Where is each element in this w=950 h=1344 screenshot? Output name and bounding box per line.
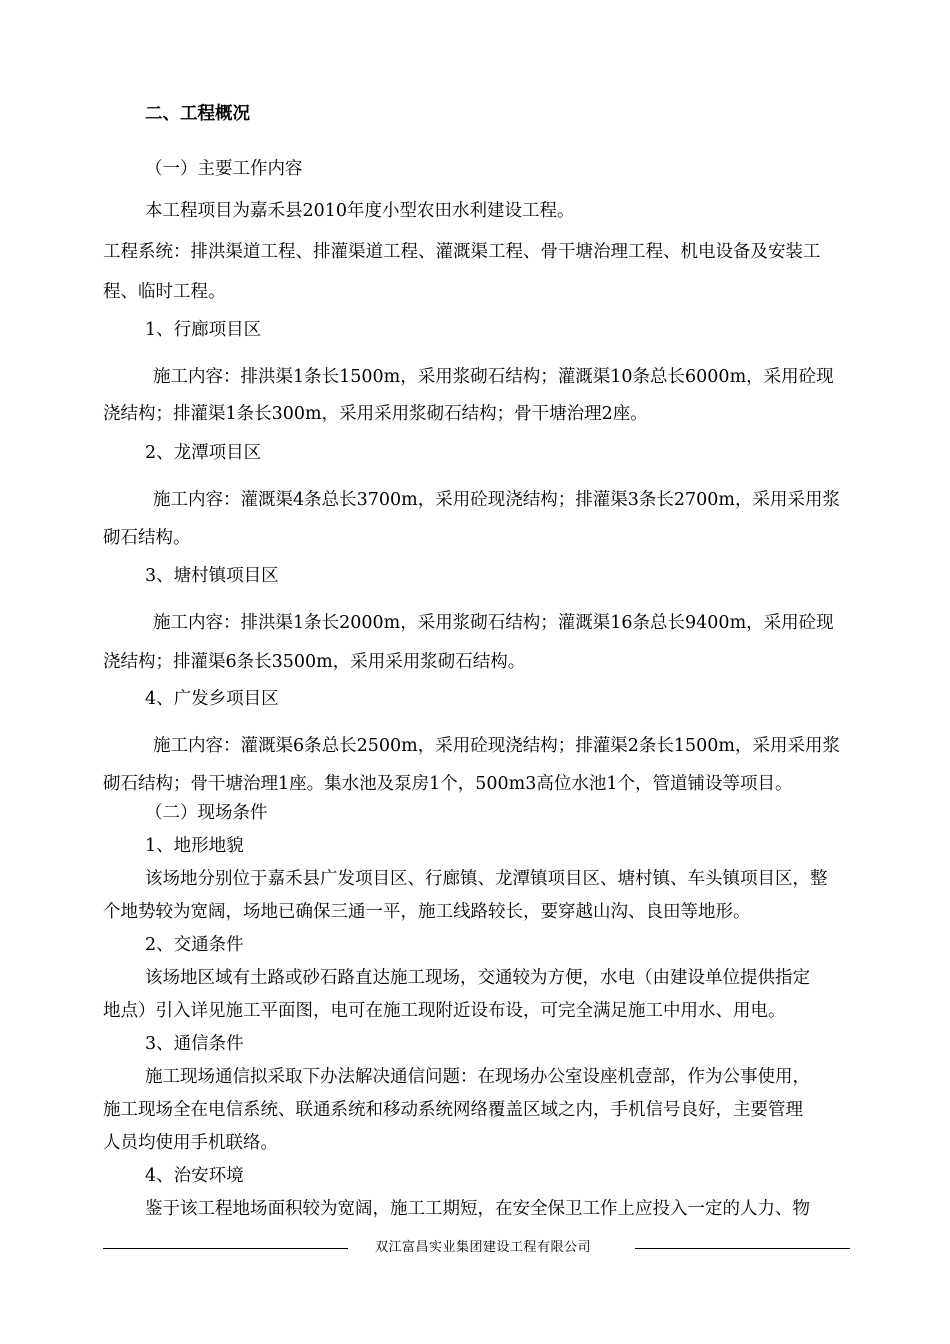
area-content-3-line-2: 浇结构；排灌渠6条长3500m，采用采用浆砌石结构。 bbox=[103, 652, 526, 672]
terrain-line-2: 个地势较为宽阔，场地已确保三通一平，施工线路较长，要穿越山沟、良田等地形。 bbox=[103, 902, 751, 922]
traffic-line-2: 地点）引入详见施工平面图，电可在施工现附近设布设，可完全满足施工中用水、用电。 bbox=[103, 1001, 786, 1021]
system-line-2: 程、临时工程。 bbox=[103, 282, 226, 302]
section-title-main-work: （一）主要工作内容 bbox=[145, 159, 303, 179]
area-title-2: 2、龙潭项目区 bbox=[145, 443, 262, 463]
area-content-4-line-2: 砌石结构；骨干塘治理1座。集水池及泵房1个，500m3高位水池1个，管道铺设等项目。 bbox=[103, 774, 793, 794]
area-content-1-line-1: 施工内容：排洪渠1条长1500m，采用浆砌石结构；灌溉渠10条总长6000m，采用砼现 bbox=[153, 367, 834, 387]
area-content-2-line-1: 施工内容：灌溉渠4条总长3700m，采用砼现浇结构；排灌渠3条长2700m，采用采用浆 bbox=[153, 490, 841, 510]
security-line-1: 鉴于该工程地场面积较为宽阔，施工工期短，在安全保卫工作上应投入一定的人力、物 bbox=[145, 1199, 810, 1219]
terrain-title: 1、地形地貌 bbox=[145, 836, 244, 856]
area-content-3-line-1: 施工内容：排洪渠1条长2000m，采用浆砌石结构；灌溉渠16条总长9400m，采用砼现 bbox=[153, 613, 834, 633]
area-content-2-line-2: 砌石结构。 bbox=[103, 528, 191, 548]
section-title-site-conditions: （二）现场条件 bbox=[145, 803, 268, 823]
traffic-title: 2、交通条件 bbox=[145, 935, 244, 955]
traffic-line-1: 该场地区域有土路或砂石路直达施工现场，交通较为方便，水电（由建设单位提供指定 bbox=[145, 968, 810, 988]
footer-company-name: 双江富昌实业集团建设工程有限公司 bbox=[375, 1240, 592, 1255]
comm-title: 3、通信条件 bbox=[145, 1034, 244, 1054]
comm-line-2: 施工现场全在电信系统、联通系统和移动系统网络覆盖区域之内，手机信号良好，主要管理 bbox=[103, 1100, 803, 1120]
terrain-line-1: 该场地分别位于嘉禾县广发项目区、行廊镇、龙潭镇项目区、塘村镇、车头镇项目区，整 bbox=[145, 869, 828, 889]
project-intro: 本工程项目为嘉禾县2010年度小型农田水利建设工程。 bbox=[145, 201, 575, 221]
comm-line-3: 人员均使用手机联络。 bbox=[103, 1133, 278, 1153]
area-content-1-line-2: 浇结构；排灌渠1条长300m，采用采用浆砌石结构；骨干塘治理2座。 bbox=[103, 404, 648, 424]
page-heading: 二、工程概况 bbox=[145, 104, 250, 124]
area-title-4: 4、广发乡项目区 bbox=[145, 689, 279, 709]
system-line-1: 工程系统：排洪渠道工程、排灌渠道工程、灌溉渠工程、骨干塘治理工程、机电设备及安装工 bbox=[103, 242, 821, 262]
footer-rule-right bbox=[635, 1248, 850, 1249]
comm-line-1: 施工现场通信拟采取下办法解决通信问题：在现场办公室设座机壹部，作为公事使用， bbox=[145, 1067, 810, 1087]
area-content-4-line-1: 施工内容：灌溉渠6条总长2500m，采用砼现浇结构；排灌渠2条长1500m，采用采用浆 bbox=[153, 736, 841, 756]
area-title-1: 1、行廊项目区 bbox=[145, 320, 262, 340]
area-title-3: 3、塘村镇项目区 bbox=[145, 566, 279, 586]
security-title: 4、治安环境 bbox=[145, 1166, 244, 1186]
footer-rule-left bbox=[103, 1248, 348, 1249]
